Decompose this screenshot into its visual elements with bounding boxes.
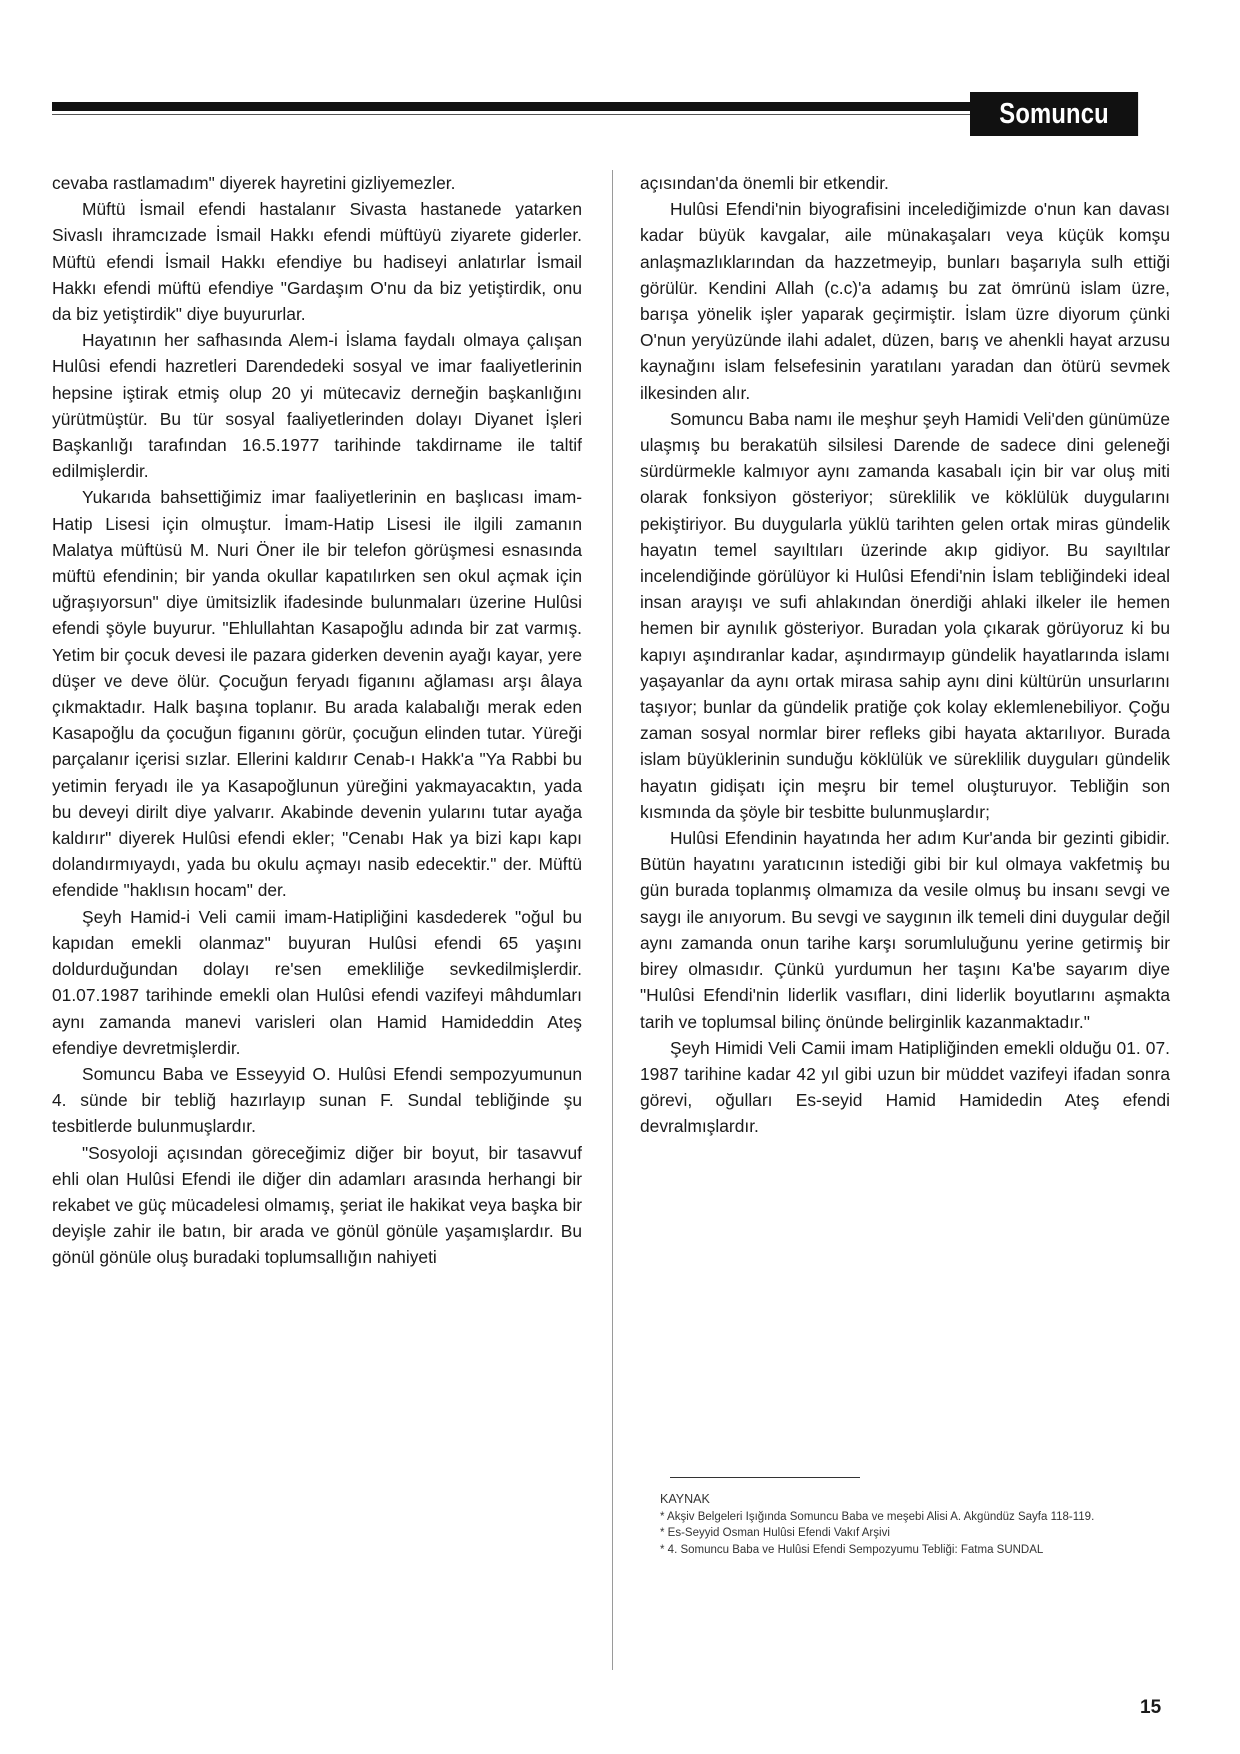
paragraph: Somuncu Baba namı ile meşhur şeyh Hamidi Veli'den günümüze ulaşmış bu berakatüh silsilesi Darende de sadece dini geleneği sürdürmekle kalmıyor aynı zamanda kasabalı için bir var oluş miti olarak fonksiyon gösteriyor; süreklilik ve köklülük duygularını pekiştiriyor. Bu duygularla yüklü tarihten gelen ortak miras gündelik hayatın temel sayıltıları üzerinde akıp gidiyor. Bu sayıltılar incelendiğinde görülüyor ki Hulûsi Efendi'nin İslam tebliğindeki ideal insan arayışı ve sufi ahlakından önerdiği ahlaki ilkeler ile hemen hemen bir aynılık gösteriyor. Buradan yola çıkarak görüyoruz ki bu kapıyı aşındıranlar kadar, aşındırmayıp gündelik hayatlarında islamı yaşayanlar da aynı ortak mirasa sahip aynı dini kültürün unsurlarını taşıyor; bunlar da gündelik pratiğe çok kolay eklemlenebiliyor. Çoğu zaman sosyal normlar birer refleks gibi hayata aktarılıyor. Burada islam büyüklerinin sunduğu köklülük ve süreklilik duyguları gündelik hayatın gidişatı için meşru bir temel oluşturuyor. Tebliğin son kısmında da şöyle bir tesbitte bulunmuşlardır; bbox=[640, 408, 1170, 822]
page-number: 15 bbox=[1140, 1697, 1162, 1718]
paragraph: Hayatının her safhasında Alem-i İslama faydalı olmaya çalışan Hulûsi efendi hazretleri Darendedeki sosyal ve imar faaliyetlerinin hepsine iştirak etmiş olup 20 yi mütecaviz derneğin başkanlığını yürütmüştür. Bu tür sosyal faaliyetlerinden dolayı Diyanet İşleri Başkanlığı tarafından 16.5.1977 tarihinde takdirname ile taltif edilmişlerdir. bbox=[52, 330, 582, 482]
paragraph: Hulûsi Efendinin hayatında her adım Kur'anda bir gezinti gibidir. Bütün hayatını yaratıcının istediği gibi bir kul olmaya vakfetmiş bu gün burada toplanmış olmamıza da vesile olmuş bu insanı sevgi ve saygı ile anıyorum. Bu sevgi ve saygının ilk temeli dini duygular değil aynı zamanda onun tarihe karşı sorumluluğunu yerine getirmiş bir birey olmasıdır. Çünkü yurdumun her taşını Ka'be sayarım diye "Hulûsi Efendi'nin liderlik vasıfları, dini liderlik boyutlarını aşmakta tarih ve toplumsal bilinç önünde belirginlik kazanmaktadır." bbox=[640, 828, 1170, 1032]
footnote-rule bbox=[670, 1477, 860, 1478]
left-column bbox=[52, 170, 582, 1271]
paragraph: Müftü İsmail efendi hastalanır Sivasta hastanede yatarken Sivaslı ihramcızade İsmail Hakkı efendi müftüyü ziyarete giderler. Müftü efendi İsmail Hakkı efendiye bu hadiseyi anlatırlar İsmail Hakkı efendi müftü efendiye "Gardaşım O'nu da biz yetiştirdik, onu da biz yetiştirdik" diye buyururlar. bbox=[52, 199, 582, 325]
header-rule bbox=[52, 102, 972, 111]
paragraph: Yukarıda bahsettiğimiz imar faaliyetlerinin en başlıcası imam-Hatip Lisesi için olmuştur. İmam-Hatip Lisesi ile ilgili zamanın Malatya müftüsü M. Nuri Öner ile bir telefon görüşmesi esnasında müftü efendinin; bir yanda okullar kapatılırken sen okul açmak için uğraşıyorsun" diye ümitsizlik ifadesinde bulunmaları üzerine Hulûsi efendi şöyle buyurur. "Ehlullahtan Kasapoğlu adında bir zat varmış. Yetim bir çocuk devesi ile pazara giderken devenin ayağı kayar, yere düşer ve deve ölür. Çocuğun feryadı figanını ağlaması arşı âlaya çıkmaktadır. Halk başına toplanır. Bu arada kalabalığı merak eden Kasapoğlu da çocuğun figanını görür, çocuğun elinden tutar. Yüreği parçalanır içerisi sızlar. Ellerini kaldırır Cenab-ı Hakk'a "Ya Rabbi bu yetimin feryadı ile ya Kasapoğlunun yüreğini yakmayacaktın, yada bu deveyi dirilt diye yalvarır. Akabinde devenin yularını tutar ayağa kaldırır" diyerek Hulûsi efendi ekler; "Cenabı Hak ya bizi kapı kapı dolandırmıyaydı, yada bu okulu açmayı nasib edecektir." der. Müftü efendide "haklısın hocam" der. bbox=[52, 487, 582, 901]
paragraph: Hulûsi Efendi'nin biyografisini incelediğimizde o'nun kan davası kadar büyük kavgalar, aile münakaşaları veya küçük komşu anlaşmazlıklarından da hazzetmeyip, bunları başarıyla sulh ettiği görülür. Kendini Allah (c.c)'a adamış bu zat ömrünü islam üzre, barışa yönelik işler yaparak geçirmiştir. İslam üzre diyorum çünki O'nun yeryüzünde ilahi adalet, düzen, barış ve ahenkli hayat arzusu kaynağını islam felsefesinin yaratılanı yaradan dan ötürü sevmek ilkesinden alır. bbox=[640, 199, 1170, 403]
section-tag: Somuncu Baba bbox=[970, 92, 1138, 136]
footnote: * Es-Seyyid Osman Hulûsi Efendi Vakıf Arşivi bbox=[660, 1527, 890, 1539]
paragraph: cevaba rastlamadım" diyerek hayretini gizliyemezler. bbox=[52, 173, 456, 193]
paragraph: Şeyh Himidi Veli Camii imam Hatipliğinden emekli olduğu 01. 07. 1987 tarihine kadar 42 yıl gibi uzun bir müddet vazifeyi ifadan sonra görevi, oğulları Es-seyid Hamid Hamidedin Ateş efendi devralmışlardır. bbox=[640, 1037, 1170, 1137]
column-divider bbox=[612, 170, 613, 1670]
paragraph: Somuncu Baba ve Esseyyid O. Hulûsi Efendi sempozyumunun 4. sünde bir tebliğ hazırlayıp sunan F. Sundal tebliğinde şu tesbitlerde bulunmuşlardır. bbox=[52, 1063, 582, 1137]
footnote: * 4. Somuncu Baba ve Hulûsi Efendi Sempozyumu Tebliği: Fatma SUNDAL bbox=[660, 1543, 1044, 1556]
header-rule-thin bbox=[52, 114, 972, 115]
paragraph: "Sosyoloji açısından göreceğimiz diğer bir boyut, bir tasavvuf ehli olan Hulûsi Efendi ile diğer din adamları arasında herhangi bir rekabet ve güç mücadelesi olmamış, şeriat ile hakikat veya başka bir deyişle zahir ile batın, bir arada ve gönül gönüle yaşamışlardır. Bu gönül gönüle oluş buradaki toplumsallığın nahiyeti bbox=[52, 1142, 582, 1268]
footnotes bbox=[660, 1491, 1168, 1558]
paragraph: Şeyh Hamid-i Veli camii imam-Hatipliğini kasdederek "oğul bu kapıdan emekli olanmaz" buyuran Hulûsi efendi 65 yaşını doldurduğundan dolayı re'sen emekliliğe sevkedilmişlerdir. 01.07.1987 tarihinde emekli olan Hulûsi efendi vazifeyi mâhdumları aynı zamanda manevi varisleri olan Hamid Hamideddin Ateş efendiye devretmişlerdir. bbox=[52, 906, 582, 1058]
right-column bbox=[640, 170, 1170, 1140]
footnote-heading: KAYNAK bbox=[660, 1492, 710, 1506]
footnote: * Akşiv Belgeleri Işığında Somuncu Baba ve meşebi Alisi A. Akgündüz Sayfa 118-119. bbox=[660, 1510, 1095, 1523]
paragraph: açısından'da önemli bir etkendir. bbox=[640, 173, 889, 193]
